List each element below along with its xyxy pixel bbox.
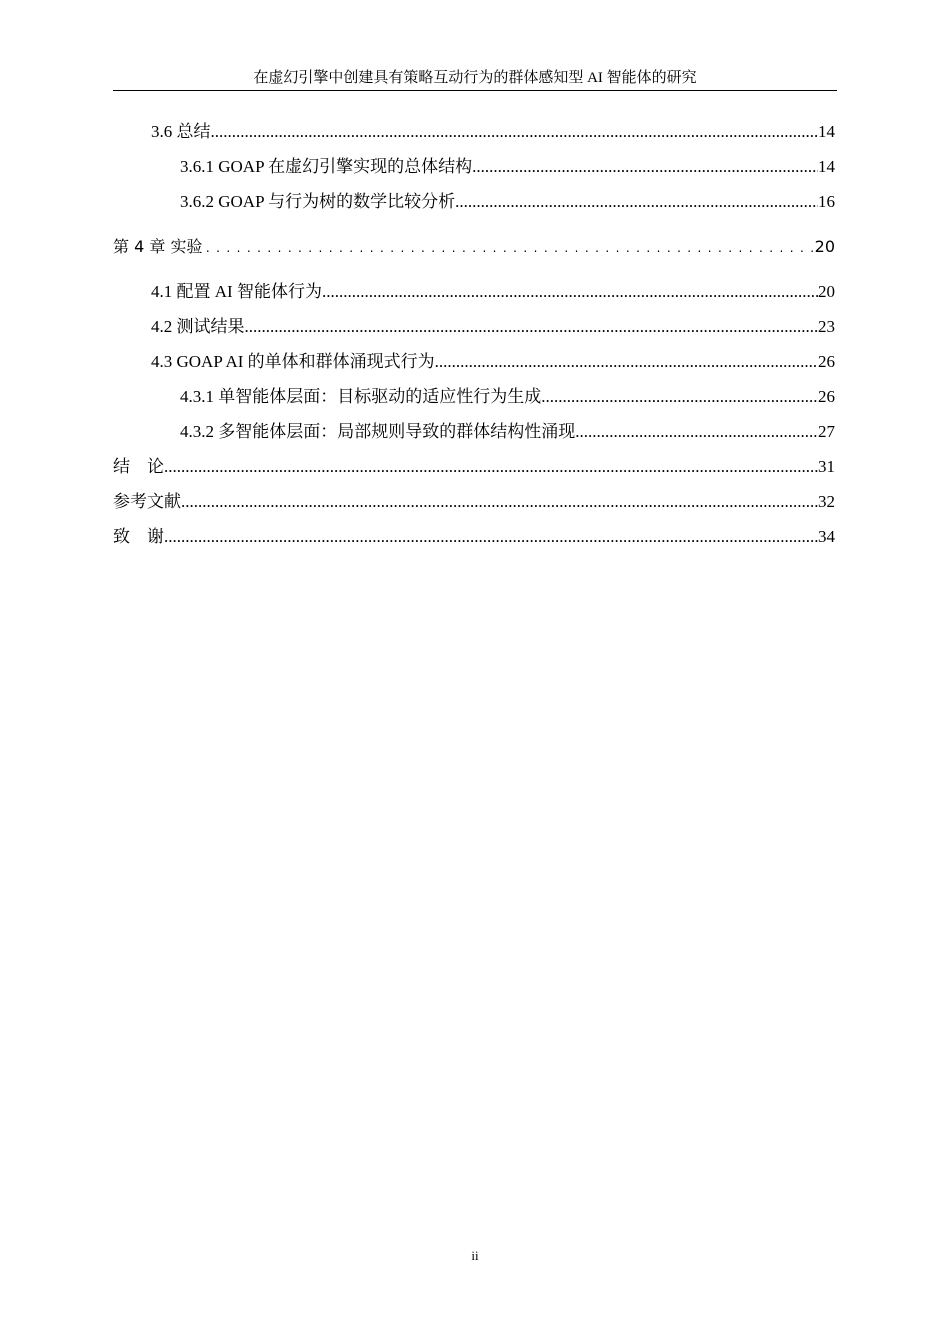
toc-entry-page: 14 — [818, 157, 835, 176]
toc-entry-label: 4.3.1 单智能体层面：目标驱动的适应性行为生成 — [180, 387, 542, 406]
toc-dot-leader — [322, 280, 818, 304]
toc-dot-leader — [181, 490, 818, 514]
toc-entry[interactable] — [151, 120, 835, 144]
toc-entry-label: 结 论 — [113, 457, 164, 476]
toc-entry-label: 致 谢 — [113, 527, 164, 546]
toc-entry-label: 3.6.1 GOAP 在虚幻引擎实现的总体结构 — [180, 157, 473, 176]
toc-entry-chapter[interactable] — [113, 235, 835, 259]
toc-entry-page: 20 — [814, 237, 835, 256]
toc-dot-leader — [472, 155, 818, 179]
toc-entry-label: 3.6 总结 — [151, 122, 211, 141]
toc-entry[interactable] — [180, 385, 835, 409]
toc-dot-leader — [164, 455, 818, 479]
toc-dot-leader — [202, 235, 814, 260]
toc-dot-leader — [164, 525, 818, 549]
toc-entry-label: 参考文献 — [113, 492, 181, 511]
toc-dot-leader — [455, 190, 818, 214]
toc-entry-label: 3.6.2 GOAP 与行为树的数学比较分析 — [180, 192, 456, 211]
toc-entry-label: 第 4 章 实验 — [113, 237, 203, 256]
toc-entry[interactable] — [180, 420, 835, 444]
toc-entry[interactable] — [113, 525, 835, 549]
toc-entry-page: 14 — [818, 122, 835, 141]
running-header-title: 在虚幻引擎中创建具有策略互动行为的群体感知型 AI 智能体的研究 — [253, 70, 697, 86]
toc-entry-label: 4.3.2 多智能体层面：局部规则导致的群体结构性涌现 — [180, 422, 576, 441]
toc-entry-page: 16 — [818, 192, 835, 211]
toc-entry[interactable] — [151, 280, 835, 304]
toc-dot-leader — [541, 385, 818, 409]
toc-dot-leader — [211, 120, 819, 144]
toc-entry-page: 27 — [818, 422, 835, 441]
toc-dot-leader — [435, 350, 818, 374]
header-rule — [113, 90, 837, 91]
toc-entry-label: 4.3 GOAP AI 的单体和群体涌现式行为 — [151, 352, 435, 371]
toc-entry[interactable] — [151, 315, 835, 339]
toc-dot-leader — [245, 315, 819, 339]
toc-entry[interactable] — [151, 350, 835, 374]
page-number: ii — [471, 1248, 479, 1263]
toc-entry-label: 4.1 配置 AI 智能体行为 — [151, 282, 322, 301]
toc-entry-page: 32 — [818, 492, 835, 511]
toc-entry[interactable] — [113, 490, 835, 514]
toc-entry-page: 26 — [818, 387, 835, 406]
toc-entry[interactable] — [180, 155, 835, 179]
toc-entry[interactable] — [113, 455, 835, 479]
toc-dot-leader — [575, 420, 818, 444]
toc-entry-label: 4.2 测试结果 — [151, 317, 245, 336]
toc-entry-page: 31 — [818, 457, 835, 476]
toc-entry[interactable] — [180, 190, 835, 214]
toc-entry-page: 23 — [818, 317, 835, 336]
toc-entry-page: 26 — [818, 352, 835, 371]
toc-entry-page: 20 — [818, 282, 835, 301]
toc-entry-page: 34 — [818, 527, 835, 546]
